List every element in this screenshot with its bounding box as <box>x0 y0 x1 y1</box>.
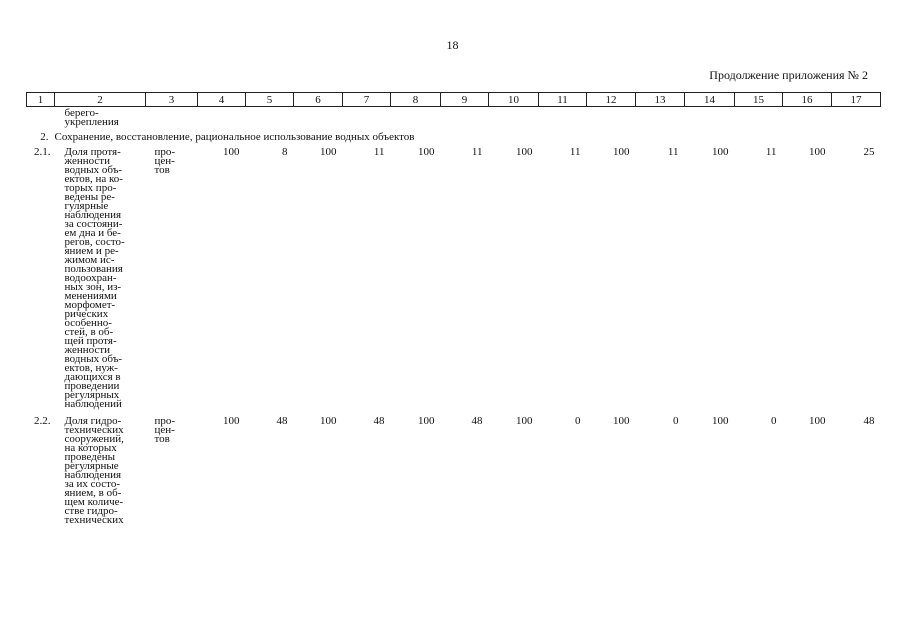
table-cell: 100 <box>809 415 826 427</box>
table-row <box>27 107 881 128</box>
unit: про- цен- тов <box>154 146 176 176</box>
column-header: 12 <box>587 93 636 107</box>
header-row <box>27 93 881 107</box>
column-header: 1 <box>27 93 55 107</box>
table-cell: 100 <box>516 146 533 158</box>
table-cell: 8 <box>282 146 288 158</box>
table-cell: 48 <box>276 415 288 427</box>
table-cell: 100 <box>516 415 533 427</box>
column-header: 17 <box>832 93 881 107</box>
table-cell: 100 <box>223 146 240 158</box>
section-number: 2. <box>40 131 49 143</box>
table-cell: 11 <box>373 146 385 158</box>
table-cell: 100 <box>320 415 337 427</box>
section-title: Сохранение, восстановление, рациональное использование водных объектов <box>54 131 415 143</box>
table-cell: 11 <box>765 146 777 158</box>
table-row <box>27 147 881 409</box>
table-cell: 48 <box>471 415 483 427</box>
column-header: 16 <box>783 93 832 107</box>
row-number: 2.2. <box>34 415 51 427</box>
column-header: 7 <box>343 93 391 107</box>
table-cell: 0 <box>575 415 581 427</box>
table-cell: 0 <box>771 415 777 427</box>
column-header: 5 <box>246 93 294 107</box>
indicator-name: Доля гидро- технических сооружений, на которых проведены регулярные наблюдения за их состо- янием, в об- щем количе- стве гидро- технических <box>64 415 124 526</box>
continuation-label: Продолжение приложения № 2 <box>709 68 868 82</box>
column-header: 15 <box>735 93 783 107</box>
unit: про- цен- тов <box>154 415 176 445</box>
data-table <box>26 92 881 525</box>
column-header: 9 <box>441 93 489 107</box>
column-header: 3 <box>146 93 198 107</box>
table-cell: 100 <box>320 146 337 158</box>
table-cell: 11 <box>569 146 581 158</box>
row-number: 2.1. <box>34 146 51 158</box>
column-header: 4 <box>198 93 246 107</box>
indicator-name: Доля протя- женности водных объ- ектов, на ко- торых про- ведены ре- гулярные наблюдения за состояни- ем дна и бе- регов, состо- янием и ре- жимом ис- пользования водоохран- ных зон, из- менениями морфомет- рических особенно- стей, в об- щей протя- женности водных объ- ектов, нуж- дающихся в проведении регулярных наблюдений <box>64 146 125 410</box>
section-row <box>27 127 881 147</box>
column-header: 2 <box>55 93 146 107</box>
table-cell: 48 <box>373 415 385 427</box>
table-cell: 100 <box>418 146 435 158</box>
table-cell: 48 <box>863 415 875 427</box>
table-cell: 0 <box>673 415 679 427</box>
table-cell: 25 <box>863 146 875 158</box>
indicator-name: берего- укрепления <box>64 107 119 128</box>
table-cell: 100 <box>712 415 729 427</box>
table-cell: 11 <box>471 146 483 158</box>
table-cell: 11 <box>667 146 679 158</box>
column-header: 13 <box>636 93 685 107</box>
table-cell: 100 <box>223 415 240 427</box>
column-header: 11 <box>539 93 587 107</box>
page-number: 18 <box>446 38 459 52</box>
table-row <box>27 409 881 525</box>
column-header: 8 <box>391 93 441 107</box>
column-header: 10 <box>489 93 539 107</box>
table-cell: 100 <box>418 415 435 427</box>
table-cell: 100 <box>809 146 826 158</box>
column-header: 14 <box>685 93 735 107</box>
table-cell: 100 <box>712 146 729 158</box>
table-cell: 100 <box>613 146 630 158</box>
table-cell: 100 <box>613 415 630 427</box>
column-header: 6 <box>294 93 343 107</box>
